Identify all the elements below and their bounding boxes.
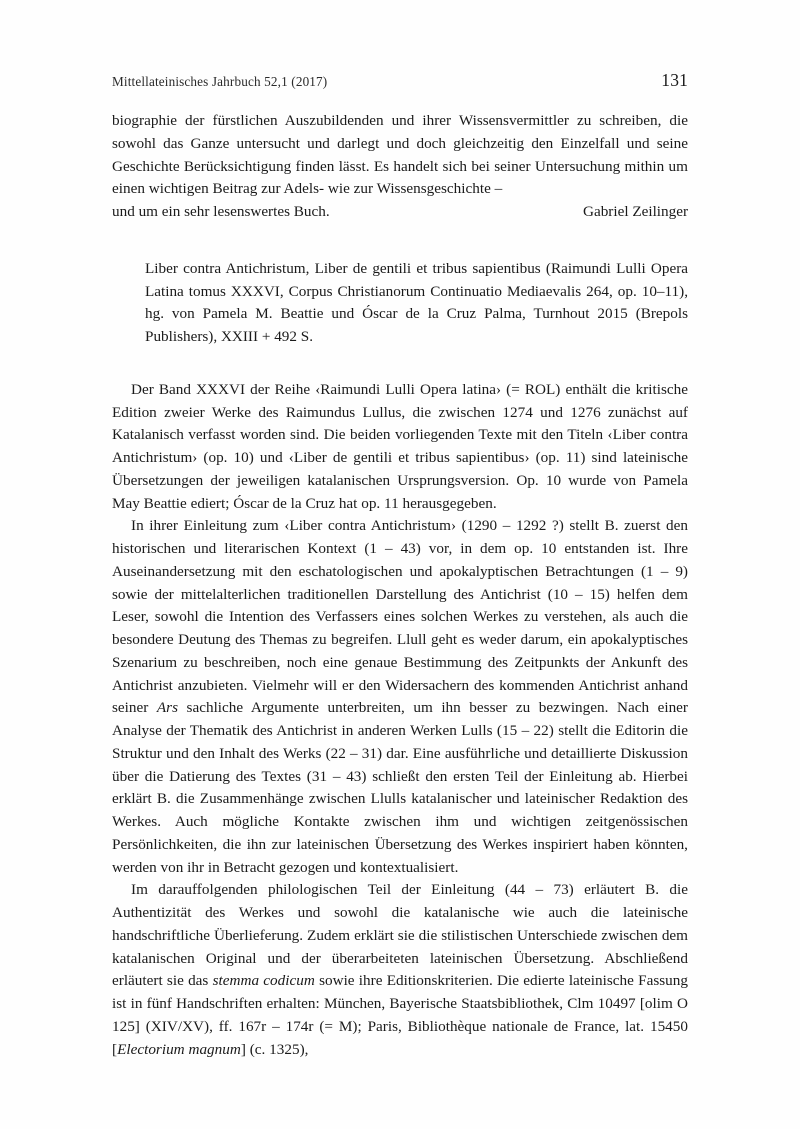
citation-text xyxy=(145,258,688,349)
paragraph-philologisch-italic-electorium: Electorium magnum xyxy=(117,1040,241,1058)
paragraph-philologisch-text-part1: Im darauffolgenden philologischen Teil der Einleitung (44 – 73) erläutert B. die Authentizität des Werkes und sowohl die katalanische wie auch die lateinische handschriftliche Überlieferung. Zudem erklärt sie die stilistischen Unterschiede zwischen dem katalanischen Original und der überarbeiteten lateinischen Übersetzung. Abschließend erläutert sie das xyxy=(112,881,688,990)
paragraph-philologisch-text-part2: sowie ihre Editionskriterien. Die edierte lateinische Fassung ist in fünf Handschriften erhalten: München, Bayerische Staatsbibliothek, Clm 10497 [olim O 125] (XIV/XV), ff. 167r – 174r (= M); Paris, Bibliothèque nationale de France, lat. 15450 [ xyxy=(112,972,688,1058)
page-number: 131 xyxy=(661,70,688,90)
body-text-column xyxy=(112,110,688,1061)
paragraph-einleitung-italic-ars: Ars xyxy=(156,699,179,717)
citation-full-text: Liber contra Antichristum, Liber de gentili et tribus sapientibus (Raimundi Lulli Opera Latina tomus XXXVI, Corpus Christianorum Continuatio Mediaevalis 264, op. 10–11), hg. von Pamela M. Beattie und Óscar de la Cruz Palma, Turnhout 2015 (Brepols Publishers), XXIII + 492 S. xyxy=(145,259,688,345)
paragraph-philologisch-italic-stemma: stemma codicum xyxy=(212,972,315,990)
paragraph-band-xxxvi-text: Der Band XXXVI der Reihe ‹Raimundi Lulli Opera latina› (= ROL) enthält die kritische Edition zweier Werke des Raimundus Lullus, die zwischen 1274 und 1276 zunächst auf Katalanisch verfasst worden sind. Die beiden vorliegenden Texte mit den Titeln ‹Liber contra Antichristum› (op. 10) und ‹Liber de gentili et tribus sapientibus› (op. 11) sind lateinische Übersetzungen der jeweiligen katalanischen Ursprungsversion. Op. 10 wurde von Pamela May Beattie ediert; Óscar de la Cruz hat op. 11 herausgegeben. xyxy=(112,380,688,512)
paragraph-philologisch-text-part3: ] (c. 1325), xyxy=(240,1040,309,1058)
paragraph-einleitung xyxy=(112,515,688,879)
review-signature-line xyxy=(112,201,688,224)
review-closing-text: und um ein sehr lesenswertes Buch. xyxy=(112,203,330,220)
paragraph-philologisch xyxy=(112,879,688,1061)
paragraph-einleitung-text-part1: In ihrer Einleitung zum ‹Liber contra Antichristum› (1290 – 1292 ?) stellt B. zuerst den historischen und literarischen Kontext (1 – 43) vor, in dem op. 10 entstanden ist. Ihre Auseinandersetzung mit den eschatologischen und apokalyptischen Betrachtungen (1 – 9) sowie der mittelalterlichen traditionellen Darstellung des Antichrist (10 – 15) helfen dem Leser, sowohl die Intention des Verfassers eines solchen Werkes zu verstehen, als auch die besondere Deutung des Themas zu begreifen. Llull geht es weder darum, ein apokalyptisches Szenarium zu beschreiben, noch eine genaue Bestimmung des Zeitpunkts der Ankunft des Antichrist anzubieten. Vielmehr will er den Widersachern des kommenden Antichrist anhand seiner xyxy=(112,517,688,717)
running-head-journal: Mittellateinisches Jahrbuch 52,1 (2017) xyxy=(112,74,328,89)
paragraph-review-tail xyxy=(112,110,688,201)
citation-block xyxy=(112,258,688,349)
running-head xyxy=(112,70,688,91)
paragraph-einleitung-text-part2: sachliche Argumente unterbreiten, um ihn besser zu bezwingen. Nach einer Analyse der Thematik des Antichrist in anderen Werken Lulls (15 – 22) stellt die Editorin die Struktur und den Inhalt des Werks (22 – 31) dar. Eine ausführliche und detaillierte Diskussion über die Datierung des Textes (31 – 43) schließt den ersten Teil der Einleitung ab. Hierbei erklärt B. die Zusammenhänge zwischen Llulls katalanischer und lateinischer Redaktion des Werkes. Auch mögliche Kontakte zwischen ihm und wichtigen zeitgenössischen Persönlichkeiten, die ihn zur lateinischen Übersetzung des Werkes inspiriert haben könnten, werden von ihr in Betracht gezogen und kontextualisiert. xyxy=(112,699,688,876)
paragraph-band-xxxvi xyxy=(112,379,688,516)
review-tail-text: biographie der fürstlichen Auszubildenden und ihrer Wissensvermittler zu schreiben, die sowohl das Ganze untersucht und darlegt und doch gleichzeitig den Einzelfall und seine Geschichte Berücksichtigung finden lässt. Es handelt sich bei seiner Untersuchung mithin um einen wichtigen Beitrag zur Adels- wie zur Wissensgeschichte – xyxy=(112,112,688,198)
review-author-signature: Gabriel Zeilinger xyxy=(583,203,688,220)
